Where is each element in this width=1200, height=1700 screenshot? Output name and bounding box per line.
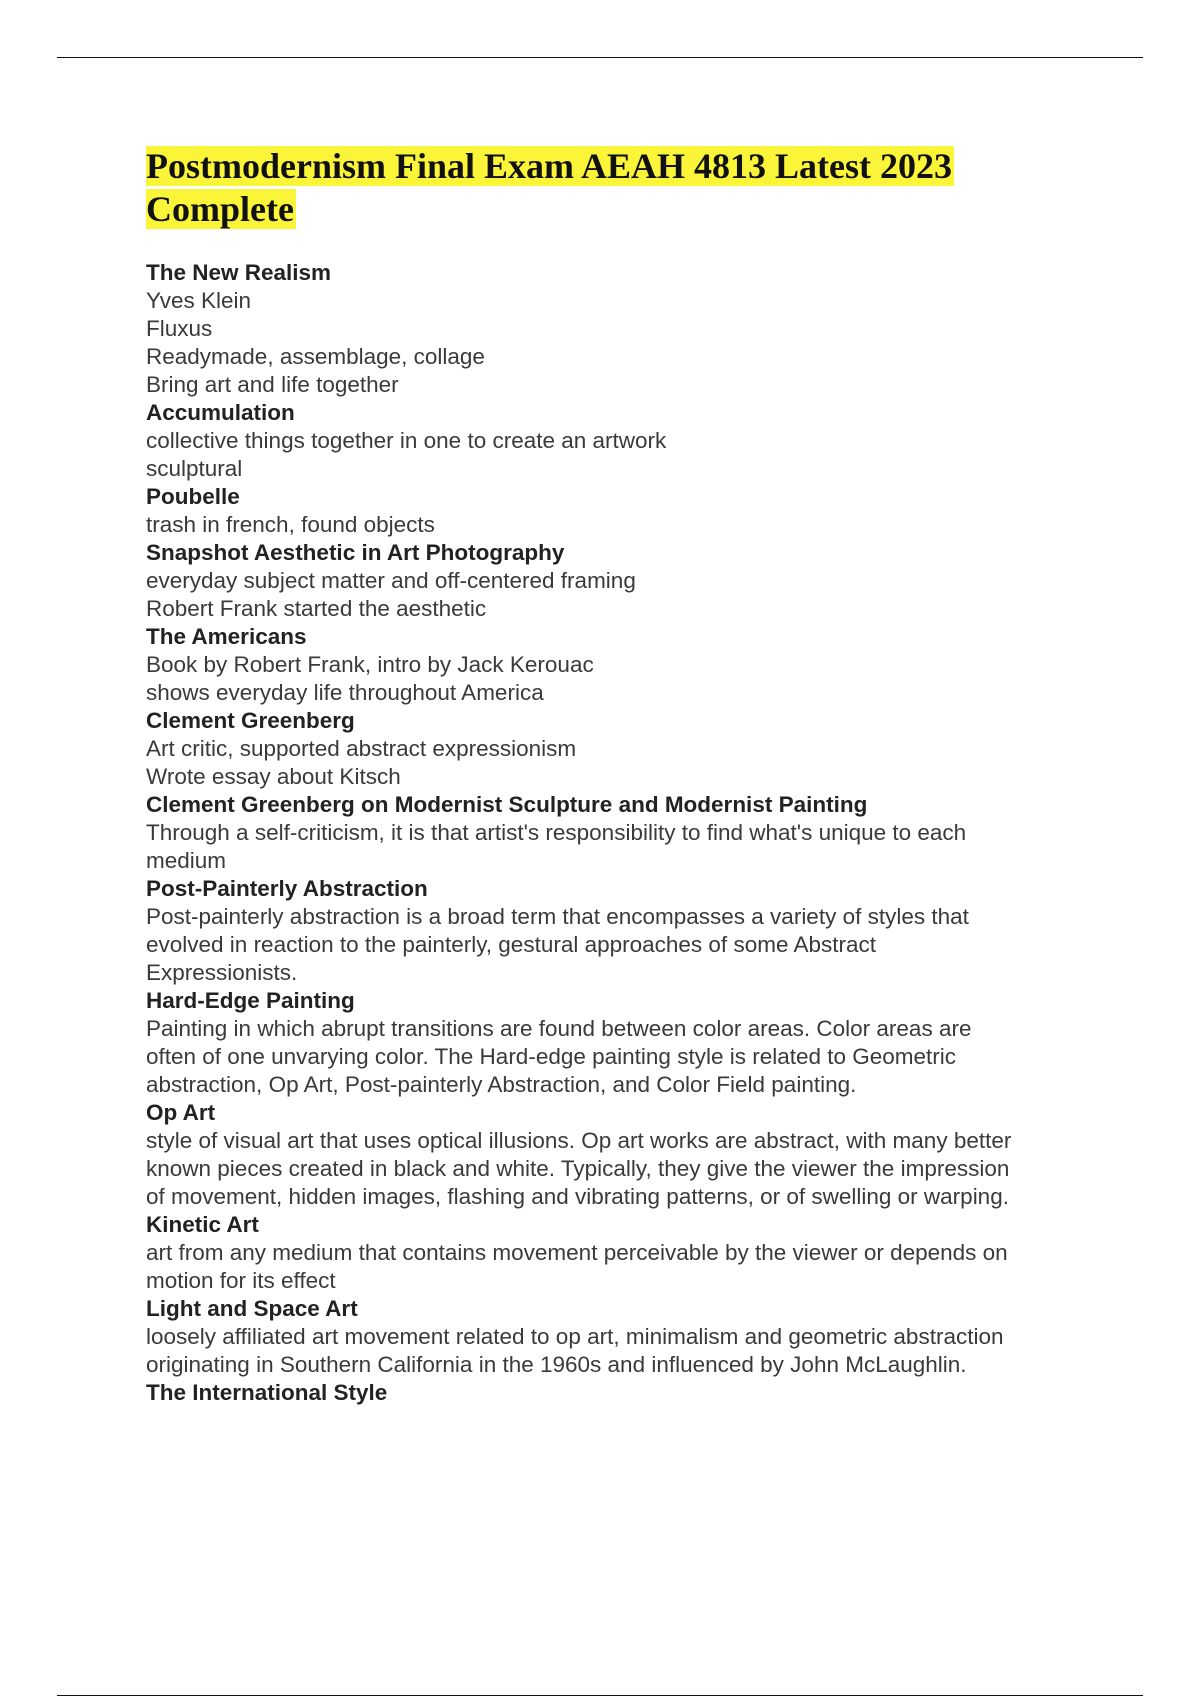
term-heading: The Americans <box>146 624 307 649</box>
definition-line: collective things together in one to create an artwork <box>146 428 667 453</box>
term-heading: Op Art <box>146 1100 216 1125</box>
term-heading: Accumulation <box>146 400 295 425</box>
definition-line: originating in Southern California in the 1960s and influenced by John McLaughlin. <box>146 1352 967 1377</box>
term-heading: Clement Greenberg on Modernist Sculpture and Modernist Painting <box>146 792 868 817</box>
term-heading: The New Realism <box>146 260 332 285</box>
definition-line: loosely affiliated art movement related to op art, minimalism and geometric abstraction <box>146 1324 1004 1349</box>
definition-line: motion for its effect <box>146 1268 336 1293</box>
definition-line: Wrote essay about Kitsch <box>146 764 401 789</box>
definition-line: Fluxus <box>146 316 213 341</box>
term-heading: The International Style <box>146 1380 388 1405</box>
term-heading: Light and Space Art <box>146 1296 358 1321</box>
definition-line: Book by Robert Frank, intro by Jack Kerouac <box>146 652 594 677</box>
definition-line: sculptural <box>146 456 243 481</box>
definition-line: trash in french, found objects <box>146 512 435 537</box>
term-heading: Post-Painterly Abstraction <box>146 876 428 901</box>
definition-line: everyday subject matter and off-centered framing <box>146 568 636 593</box>
definition-line: evolved in reaction to the painterly, gestural approaches of some Abstract <box>146 932 876 957</box>
definition-line: medium <box>146 848 227 873</box>
definition-line: often of one unvarying color. The Hard-edge painting style is related to Geometric <box>146 1044 957 1069</box>
definition-line: Expressionists. <box>146 960 298 985</box>
top-divider <box>57 57 1143 58</box>
title-highlight: Postmodernism Final Exam AEAH 4813 Latest 2023 Complete <box>146 146 952 229</box>
definition-line: shows everyday life throughout America <box>146 680 544 705</box>
definition-line: Bring art and life together <box>146 372 399 397</box>
definition-line: Through a self-criticism, it is that artist's responsibility to find what's unique to each <box>146 820 967 845</box>
definition-line: Yves Klein <box>146 288 252 313</box>
definition-line: art from any medium that contains movement perceivable by the viewer or depends on <box>146 1240 1008 1265</box>
term-heading: Clement Greenberg <box>146 708 355 733</box>
term-heading: Snapshot Aesthetic in Art Photography <box>146 540 565 565</box>
definition-line: style of visual art that uses optical illusions. Op art works are abstract, with many better <box>146 1128 1012 1153</box>
definition-line: Painting in which abrupt transitions are found between color areas. Color areas are <box>146 1016 972 1041</box>
term-heading: Hard-Edge Painting <box>146 988 355 1013</box>
definition-line: known pieces created in black and white. Typically, they give the viewer the impression <box>146 1156 1010 1181</box>
term-list <box>146 259 1096 1407</box>
bottom-divider <box>57 1695 1143 1696</box>
definition-line: Art critic, supported abstract expressionism <box>146 736 577 761</box>
definition-line: of movement, hidden images, flashing and vibrating patterns, or of swelling or warping. <box>146 1184 1009 1209</box>
term-heading: Poubelle <box>146 484 240 509</box>
definition-line: Robert Frank started the aesthetic <box>146 596 487 621</box>
document-page <box>146 145 1096 1407</box>
term-heading: Kinetic Art <box>146 1212 259 1237</box>
definition-line: Post-painterly abstraction is a broad term that encompasses a variety of styles that <box>146 904 969 929</box>
definition-line: Readymade, assemblage, collage <box>146 344 485 369</box>
document-title <box>146 145 1096 231</box>
definition-line: abstraction, Op Art, Post-painterly Abstraction, and Color Field painting. <box>146 1072 857 1097</box>
